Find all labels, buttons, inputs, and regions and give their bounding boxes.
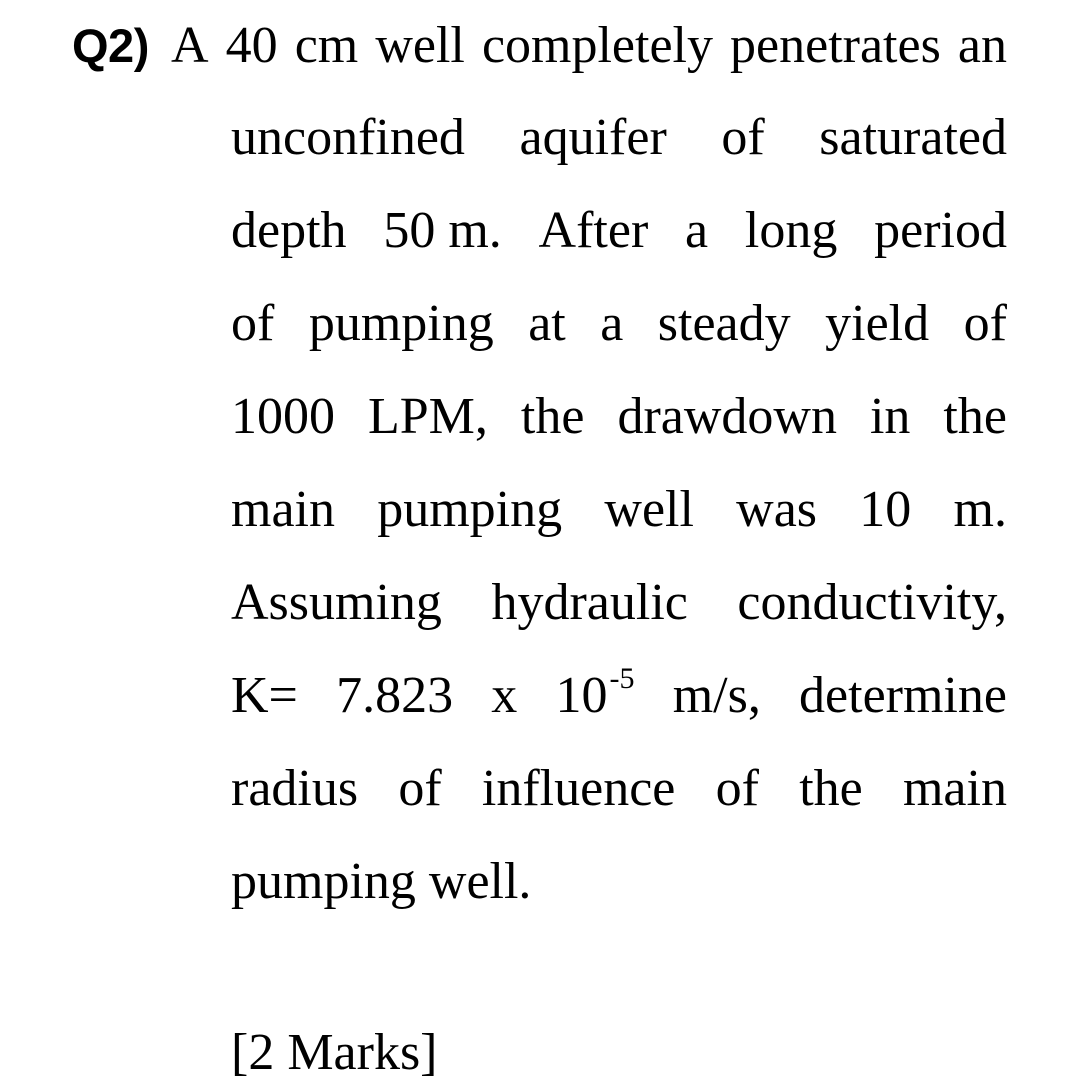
word: main (902, 760, 1007, 817)
word: completely (481, 17, 713, 74)
word: hydraulic (491, 574, 688, 631)
word: a (600, 295, 624, 352)
question-line-8 (231, 663, 1007, 736)
word: a (685, 202, 709, 259)
word: an (957, 17, 1007, 74)
word: 10 (859, 481, 912, 538)
question-number: Q2) (72, 19, 149, 72)
word: radius (231, 760, 359, 817)
word: influence (481, 760, 676, 817)
word: 7.823 (336, 667, 454, 724)
word: Assuming (231, 574, 442, 631)
marks-label: [2 Marks] (231, 1024, 438, 1081)
word: at (528, 295, 566, 352)
word: well (604, 481, 694, 538)
word: 1000 (231, 388, 335, 445)
question-line-3 (231, 198, 1007, 264)
word: well (375, 17, 465, 74)
word: m/s, (672, 667, 761, 724)
word: of (398, 760, 442, 817)
word: m. (953, 481, 1007, 538)
word: of (715, 760, 759, 817)
word: pumping (308, 295, 494, 352)
power-exponent: -5 (609, 662, 635, 695)
word: drawdown (617, 388, 837, 445)
question-line-4 (231, 291, 1007, 357)
question-line-6 (231, 477, 1007, 543)
question-line-2 (231, 105, 1007, 171)
word: x (491, 667, 518, 724)
word: yield (825, 295, 930, 352)
word: main (231, 481, 335, 538)
word: saturated (819, 109, 1007, 166)
word: aquifer (519, 109, 667, 166)
question-line-5 (231, 384, 1007, 450)
word: unconfined (231, 109, 465, 166)
word: 40 (225, 17, 278, 74)
word: penetrates (730, 17, 941, 74)
word: of (231, 295, 275, 352)
question-line-1 (171, 13, 1007, 79)
question-line-9 (231, 756, 1007, 822)
word: A (171, 17, 209, 74)
word: long (744, 202, 838, 259)
question-line-10 (231, 849, 1007, 915)
word: in (869, 388, 911, 445)
word: of (721, 109, 765, 166)
word: pumping (377, 481, 563, 538)
word: pumping well. (231, 853, 532, 910)
word: 50 m. (383, 202, 502, 259)
word: After (538, 202, 649, 259)
word: of (963, 295, 1007, 352)
word: the (799, 760, 863, 817)
word: LPM, (368, 388, 488, 445)
word: the (520, 388, 585, 445)
power-of-ten (556, 663, 635, 736)
word: cm (294, 17, 359, 74)
word: steady (657, 295, 791, 352)
word: conductivity, (737, 574, 1007, 631)
word: was (736, 481, 818, 538)
word: K= (231, 667, 298, 724)
power-base: 10 (555, 667, 608, 724)
word: period (874, 202, 1007, 259)
question-line-7 (231, 570, 1007, 636)
word: the (943, 388, 1007, 445)
word: depth (231, 202, 347, 259)
word: determine (799, 667, 1007, 724)
